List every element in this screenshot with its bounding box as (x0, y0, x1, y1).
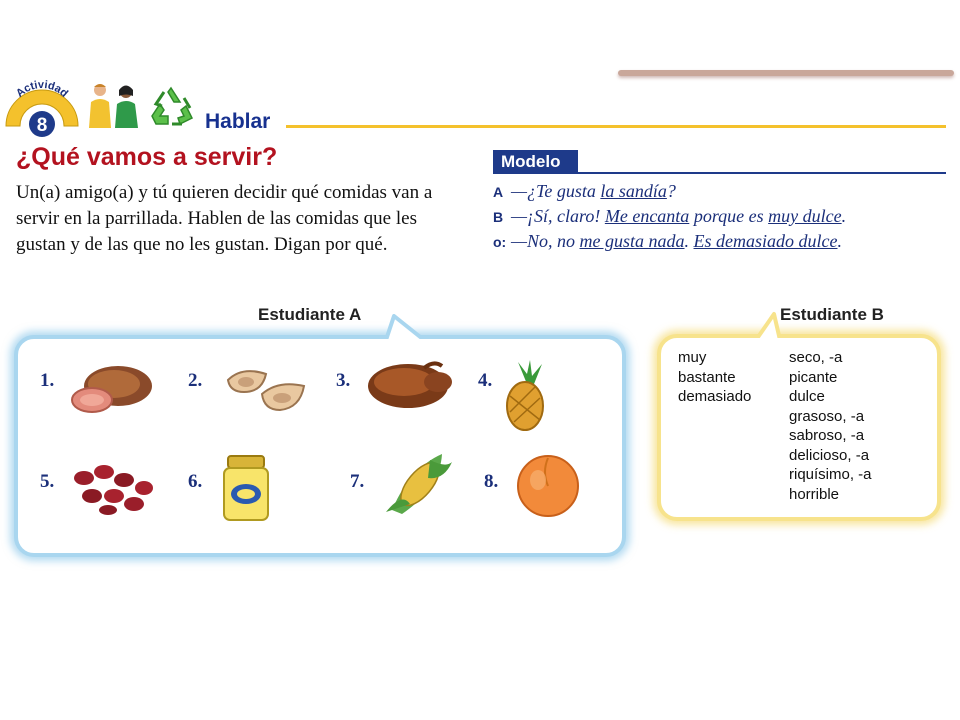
intensifier-item: bastante (678, 368, 736, 386)
modelo-divider (578, 172, 946, 174)
speaker-b: B (493, 209, 504, 225)
speaker-o: o: (493, 234, 507, 250)
modelo-o-text: —No, no (511, 231, 580, 251)
estudiante-b-label: Estudiante B (780, 305, 884, 324)
beans-icon (70, 460, 156, 516)
mayonnaise-jar-icon (218, 452, 274, 524)
adjective-item: riquísimo, -a (789, 466, 872, 483)
adjective-item: picante (789, 368, 838, 386)
people-talking-icon (86, 80, 142, 130)
modelo-o-keyword-1: me gusta nada (579, 231, 685, 251)
modelo-b-mid: porque es (689, 206, 769, 226)
modelo-line-a (493, 181, 676, 202)
item-number-3: 3. (336, 370, 351, 391)
intensifier-item: muy (678, 349, 707, 366)
speaker-a: A (493, 184, 504, 200)
modelo-line-b (493, 206, 846, 227)
bubble-a-tail (384, 314, 444, 342)
modelo-label: Modelo (493, 150, 578, 174)
adjectives-column (789, 348, 872, 504)
adjective-item: dulce (789, 388, 825, 405)
actividad-badge (4, 74, 80, 138)
adjective-item: sabroso, -a (789, 427, 865, 444)
modelo-a-text: —¿Te gusta (511, 181, 601, 201)
modelo-o-end: . (837, 231, 842, 251)
modelo-o-keyword-2: Es demasiado dulce (693, 231, 838, 251)
item-number-6: 6. (188, 471, 203, 492)
intensifier-item: demasiado (678, 388, 752, 405)
item-number-2: 2. (188, 370, 203, 391)
ham-icon (66, 358, 156, 418)
modelo-b-end: . (841, 206, 847, 226)
item-number-5: 5. (40, 471, 55, 492)
corn-icon (380, 448, 458, 518)
item-number-1: 1. (40, 370, 55, 391)
bubble-b-tail (752, 310, 792, 342)
section-label: Hablar (205, 110, 271, 133)
badge-number: 8 (36, 115, 48, 136)
estudiante-a-label: Estudiante A (258, 305, 362, 324)
instructions-text: Un(a) amigo(a) y tú quieren decidir qué comidas van a servir en la parrillada. Hablen de las comidas que les gustan y de las que no les gustan. Digan por qué. (16, 182, 433, 255)
top-decor-bar (618, 70, 954, 76)
modelo-b-keyword-2: muy dulce (768, 206, 842, 226)
item-number-7: 7. (350, 471, 365, 492)
modelo-line-o (493, 231, 842, 252)
intensifiers-column (678, 348, 751, 407)
pork-chops-icon (222, 358, 312, 418)
header-divider (286, 125, 946, 128)
adjective-item: horrible (789, 485, 840, 503)
pineapple-icon (500, 358, 554, 434)
item-number-8: 8. (484, 471, 499, 492)
modelo-b-text: —¡Sí, claro! (511, 206, 605, 226)
modelo-o-mid: . (684, 231, 694, 251)
adjective-item: delicioso, -a (789, 446, 870, 464)
roast-chicken-icon (364, 356, 456, 414)
peach-icon (512, 452, 584, 518)
adjective-item: grasoso, -a (789, 407, 865, 425)
modelo-a-end: ? (666, 181, 676, 201)
badge-word: Actividad (13, 78, 71, 100)
modelo-b-keyword-1: Me encanta (604, 206, 690, 226)
item-number-4: 4. (478, 370, 493, 391)
activity-title: ¿Qué vamos a servir? (16, 143, 278, 171)
adjective-item: seco, -a (789, 349, 843, 366)
modelo-a-keyword: la sandía (600, 181, 667, 201)
recycle-icon (146, 84, 196, 130)
